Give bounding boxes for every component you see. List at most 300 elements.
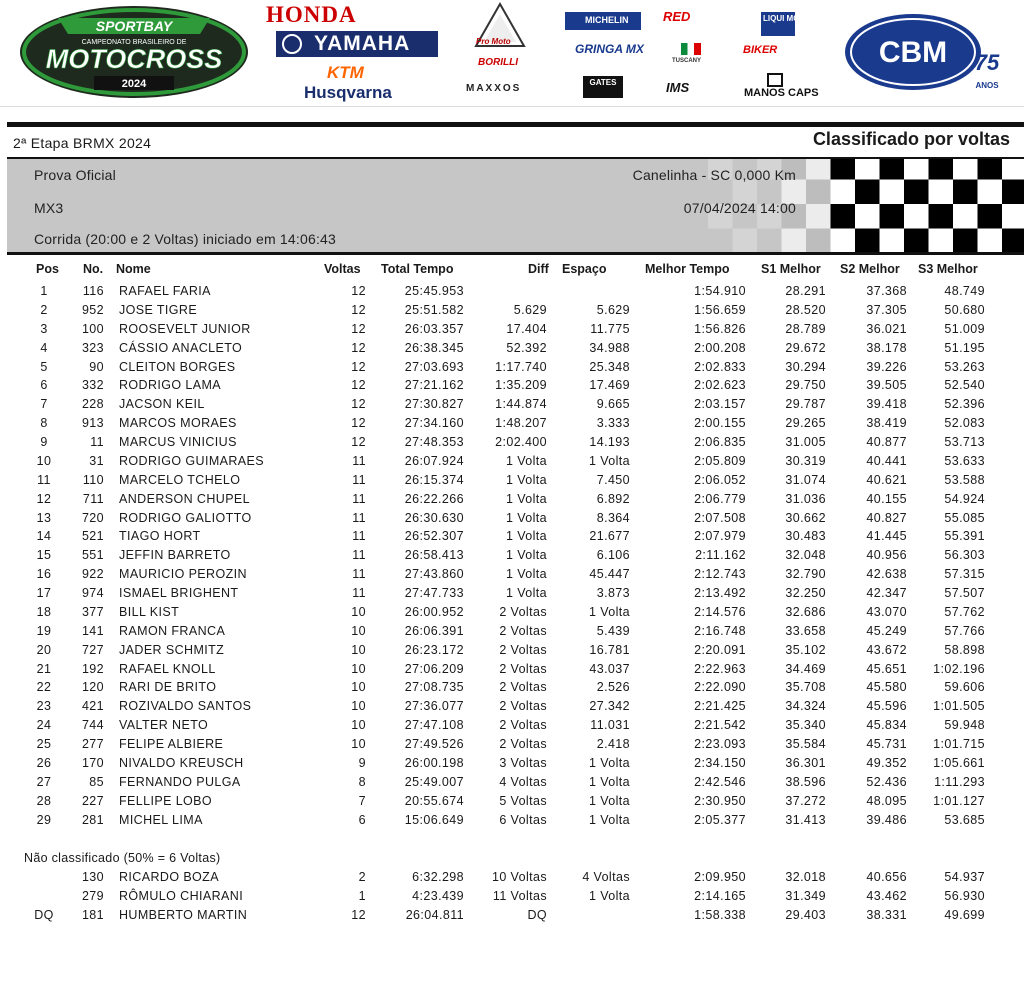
cell-total: 26:00.952 <box>404 604 464 619</box>
tuscany-logo: TUSCANY <box>672 58 702 64</box>
table-row <box>0 718 1024 737</box>
yamaha-text: YAMAHA <box>314 32 411 55</box>
ims-logo: IMS <box>666 80 690 95</box>
cell-total: 27:49.526 <box>404 737 464 752</box>
cell-s1: 32.790 <box>785 567 826 582</box>
red-logo: RED <box>663 9 691 24</box>
cell-laps: 10 <box>351 737 366 752</box>
cell-diff: 17.404 <box>506 321 547 336</box>
col-laps: Voltas <box>324 262 361 276</box>
cell-name: VALTER NETO <box>119 718 209 733</box>
cell-laps: 11 <box>352 567 366 582</box>
cell-total: 26:58.413 <box>404 548 464 563</box>
cell-s1: 33.658 <box>785 623 826 638</box>
col-s3-best: S3 Melhor <box>918 262 978 276</box>
cell-num: 421 <box>81 699 104 714</box>
table-row <box>0 794 1024 813</box>
cell-s2: 39.486 <box>866 812 907 827</box>
cell-num: 130 <box>81 870 104 884</box>
cell-diff: 5 Voltas <box>499 793 547 808</box>
cell-diff: 1:44.874 <box>495 397 547 412</box>
cell-num: 711 <box>82 491 104 506</box>
cell-name: CLEITON BORGES <box>119 359 236 374</box>
cell-s2: 36.021 <box>866 321 907 336</box>
cell-gap: 2.526 <box>596 680 630 695</box>
cell-name: TIAGO HORT <box>119 529 201 544</box>
cell-pos: 6 <box>40 378 48 393</box>
cbm-75-text: 75 <box>974 50 1000 75</box>
table-row <box>0 699 1024 718</box>
table-row <box>0 624 1024 643</box>
cell-s3: 56.930 <box>944 888 985 903</box>
cell-s2: 39.505 <box>866 378 907 393</box>
cell-num: 323 <box>81 340 104 355</box>
cell-pos: 4 <box>40 340 48 355</box>
cell-s2: 40.656 <box>866 870 907 884</box>
cell-total: 26:22.266 <box>404 491 464 506</box>
cell-s1: 31.074 <box>785 472 826 487</box>
logo-top-text: SPORTBAY <box>95 18 173 34</box>
cell-laps: 11 <box>352 586 366 601</box>
cell-s3: 54.937 <box>944 870 985 884</box>
cell-num: 11 <box>90 435 104 450</box>
cell-s1: 35.340 <box>785 718 826 733</box>
cell-total: 20:55.674 <box>404 793 464 808</box>
cell-pos: 18 <box>36 604 52 619</box>
cell-s3: 1:01.127 <box>933 793 985 808</box>
cell-diff: 5.629 <box>513 302 547 317</box>
cell-best: 2:00.155 <box>694 416 746 431</box>
table-row <box>0 870 1024 889</box>
cell-name: MARCELO TCHELO <box>119 472 241 487</box>
table-row <box>0 586 1024 605</box>
table-row <box>0 605 1024 624</box>
cell-name: HUMBERTO MARTIN <box>119 907 248 922</box>
cell-total: 26:06.391 <box>404 623 464 638</box>
cell-s3: 52.540 <box>944 378 985 393</box>
cell-num: 744 <box>81 718 104 733</box>
cell-s2: 40.155 <box>866 491 907 506</box>
cell-s3: 50.680 <box>944 302 985 317</box>
cell-gap: 8.364 <box>596 510 630 525</box>
cell-laps: 10 <box>351 699 366 714</box>
table-row <box>0 813 1024 832</box>
cell-s3: 53.588 <box>944 472 985 487</box>
cell-s1: 30.483 <box>785 529 826 544</box>
cell-name: ANDERSON CHUPEL <box>119 491 251 506</box>
cell-pos: 26 <box>36 756 52 770</box>
cell-best: 2:12.743 <box>694 567 746 582</box>
cell-laps: 12 <box>351 284 366 298</box>
cell-pos: 11 <box>37 472 51 487</box>
cell-num: 521 <box>81 529 104 544</box>
cell-s1: 29.787 <box>785 397 826 412</box>
cell-s2: 45.249 <box>866 623 907 638</box>
cell-best: 2:23.093 <box>694 737 746 752</box>
cell-gap: 1 Volta <box>588 888 630 903</box>
table-row <box>0 360 1024 379</box>
cell-best: 2:21.542 <box>694 718 746 733</box>
cell-s2: 38.419 <box>866 416 907 431</box>
cell-s2: 52.436 <box>866 774 907 789</box>
cell-total: 27:34.160 <box>404 416 464 431</box>
cell-total: 27:21.162 <box>404 378 464 393</box>
cell-num: 192 <box>81 661 104 676</box>
race-location: Canelinha - SC 0,000 Km <box>632 167 796 183</box>
cell-num: 281 <box>81 812 104 827</box>
cell-pos: 9 <box>40 435 48 450</box>
cell-pos: 29 <box>36 812 52 827</box>
cell-num: 974 <box>81 586 104 601</box>
cell-gap: 2.418 <box>596 737 630 752</box>
cell-total: 25:45.953 <box>404 284 464 298</box>
cell-s3: 51.009 <box>944 321 985 336</box>
cell-total: 26:15.374 <box>404 472 464 487</box>
cell-name: CÁSSIO ANACLETO <box>119 340 243 355</box>
cell-gap: 11.031 <box>590 718 630 733</box>
cell-name: FERNANDO PULGA <box>119 774 241 789</box>
cell-total: 27:06.209 <box>404 661 464 676</box>
cell-diff: 1 Volta <box>505 586 547 601</box>
cell-laps: 8 <box>358 774 366 789</box>
cell-best: 2:06.835 <box>694 435 746 450</box>
cell-gap: 6.106 <box>596 548 630 563</box>
cell-laps: 10 <box>351 642 366 657</box>
cell-laps: 7 <box>358 793 366 808</box>
cell-num: 110 <box>82 472 104 487</box>
race-info-box <box>7 159 1024 252</box>
cell-diff: 11 Voltas <box>492 888 547 903</box>
cell-total: 27:48.353 <box>404 435 464 450</box>
cell-s1: 34.324 <box>785 699 826 714</box>
cell-s2: 45.731 <box>866 737 907 752</box>
cell-total: 26:38.345 <box>404 340 464 355</box>
cell-num: 551 <box>81 548 104 563</box>
cell-name: FELIPE ALBIERE <box>119 737 224 752</box>
cell-s1: 32.250 <box>785 586 826 601</box>
cell-s2: 40.956 <box>866 548 907 563</box>
cell-laps: 2 <box>358 870 366 884</box>
cell-s2: 40.621 <box>866 472 907 487</box>
cell-num: 116 <box>82 284 104 298</box>
cell-num: 85 <box>89 774 104 789</box>
cell-gap: 1 Volta <box>588 793 630 808</box>
cell-num: 332 <box>81 378 104 393</box>
cell-best: 2:02.623 <box>694 378 746 393</box>
cell-s2: 42.347 <box>866 586 907 601</box>
cell-s1: 30.294 <box>785 359 826 374</box>
col-name: Nome <box>116 262 151 276</box>
cell-num: 277 <box>81 737 104 752</box>
cell-gap: 6.892 <box>596 491 630 506</box>
maxxos-logo: MAXXOS <box>466 83 522 94</box>
cell-num: 727 <box>81 642 104 657</box>
cell-name: MICHEL LIMA <box>119 812 203 827</box>
cell-total: 27:08.735 <box>404 680 464 695</box>
cell-gap: 14.193 <box>589 435 630 450</box>
cell-s1: 29.672 <box>785 340 826 355</box>
cell-gap: 16.781 <box>589 642 630 657</box>
cell-gap: 1 Volta <box>588 756 630 770</box>
cell-gap: 27.342 <box>589 699 630 714</box>
cell-diff: 2:02.400 <box>495 435 547 450</box>
table-row <box>0 416 1024 435</box>
cell-laps: 11 <box>352 491 366 506</box>
col-s1-best: S1 Melhor <box>761 262 821 276</box>
cell-total: 27:47.733 <box>404 586 464 601</box>
cell-laps: 12 <box>351 340 366 355</box>
cell-name: JACSON KEIL <box>119 397 205 412</box>
cell-s1: 29.265 <box>785 416 826 431</box>
cell-gap: 21.677 <box>589 529 630 544</box>
cell-num: 181 <box>81 907 104 922</box>
cell-laps: 6 <box>358 812 366 827</box>
cell-s1: 38.596 <box>785 774 826 789</box>
cell-s2: 38.331 <box>866 907 907 922</box>
col-s2-best: S2 Melhor <box>840 262 900 276</box>
cbm-logo <box>843 12 1003 92</box>
cell-diff: 1 Volta <box>505 510 547 525</box>
cell-s3: 57.762 <box>944 604 985 619</box>
cell-s3: 53.713 <box>944 435 985 450</box>
cell-num: 720 <box>81 510 104 525</box>
table-row <box>0 341 1024 360</box>
table-row <box>0 889 1024 908</box>
classification-title: Classificado por voltas <box>812 129 1010 149</box>
cell-best: 2:22.090 <box>694 680 746 695</box>
cell-pos: DQ <box>34 907 54 922</box>
cell-total: 26:03.357 <box>404 321 464 336</box>
table-row <box>0 284 1024 303</box>
gates-logo: GATES <box>583 76 623 98</box>
cell-num: 31 <box>89 453 104 468</box>
cell-s3: 53.263 <box>944 359 985 374</box>
gringa-logo: GRINGA MX <box>575 42 644 56</box>
cell-pos: 8 <box>40 416 48 431</box>
cell-pos: 23 <box>36 699 52 714</box>
cell-laps: 12 <box>351 378 366 393</box>
cell-diff: 1 Volta <box>505 491 547 506</box>
cell-s3: 1:01.505 <box>933 699 985 714</box>
cell-total: 26:23.172 <box>404 642 464 657</box>
race-datetime: 07/04/2024 14:00 <box>683 200 796 216</box>
table-row <box>0 303 1024 322</box>
cell-laps: 12 <box>351 321 366 336</box>
cell-s3: 1:01.715 <box>933 737 985 752</box>
cell-s3: 55.391 <box>944 529 985 544</box>
cell-name: RODRIGO LAMA <box>119 378 222 393</box>
cell-laps: 11 <box>352 510 366 525</box>
cell-best: 2:09.950 <box>694 870 746 884</box>
cell-laps: 10 <box>351 680 366 695</box>
borilli-logo: BORILLI <box>478 57 518 68</box>
cell-gap: 5.439 <box>596 623 630 638</box>
cell-name: ROZIVALDO SANTOS <box>119 699 252 714</box>
cell-s3: 56.303 <box>944 548 985 563</box>
michelin-logo: MICHELIN <box>565 12 641 30</box>
cell-diff: 10 Voltas <box>491 870 547 884</box>
cell-name: ROOSEVELT JUNIOR <box>119 321 251 336</box>
table-row <box>0 511 1024 530</box>
cell-best: 2:22.963 <box>694 661 746 676</box>
cell-gap: 1 Volta <box>588 774 630 789</box>
cell-s3: 49.699 <box>944 907 985 922</box>
manos-caps-logo: MANOS CAPS <box>744 87 819 99</box>
cell-total: 4:23.439 <box>412 888 464 903</box>
cell-num: 170 <box>81 756 104 770</box>
cell-s2: 45.596 <box>866 699 907 714</box>
cell-best: 2:30.950 <box>694 793 746 808</box>
cell-name: RÔMULO CHIARANI <box>119 888 244 903</box>
cell-best: 2:42.546 <box>694 774 746 789</box>
cell-best: 1:56.826 <box>694 321 746 336</box>
cell-s3: 1:02.196 <box>933 661 985 676</box>
cell-diff: 52.392 <box>506 340 547 355</box>
cell-s1: 37.272 <box>785 793 826 808</box>
cell-s2: 49.352 <box>866 756 907 770</box>
table-row <box>0 473 1024 492</box>
cell-name: FELLIPE LOBO <box>119 793 213 808</box>
cell-total: 26:04.811 <box>405 907 464 922</box>
col-best-time: Melhor Tempo <box>645 262 730 276</box>
cell-s2: 37.368 <box>866 284 907 298</box>
cell-gap: 25.348 <box>589 359 630 374</box>
ktm-logo: KTM <box>327 63 364 82</box>
cell-num: 228 <box>81 397 104 412</box>
cell-s2: 37.305 <box>866 302 907 317</box>
table-row <box>0 662 1024 681</box>
race-type: Prova Oficial <box>34 167 116 183</box>
cell-diff: 2 Voltas <box>499 661 547 676</box>
cell-num: 952 <box>81 302 104 317</box>
cell-best: 2:00.208 <box>694 340 746 355</box>
cell-s1: 30.319 <box>785 453 826 468</box>
cell-gap: 43.037 <box>589 661 630 676</box>
cell-s2: 43.672 <box>866 642 907 657</box>
cell-pos: 1 <box>40 284 48 298</box>
cell-gap: 9.665 <box>596 397 630 412</box>
table-row <box>0 378 1024 397</box>
italy-flag-icon <box>681 43 701 55</box>
cell-best: 2:34.150 <box>694 756 746 770</box>
cell-total: 25:51.582 <box>404 302 464 317</box>
cell-laps: 12 <box>351 907 366 922</box>
cell-name: RODRIGO GUIMARAES <box>119 453 265 468</box>
cell-laps: 12 <box>351 397 366 412</box>
cell-name: RAFAEL KNOLL <box>119 661 216 676</box>
motocross-championship-logo <box>18 4 250 100</box>
cell-pos: 3 <box>40 321 48 336</box>
not-classified-title: Não classificado (50% = 6 Voltas) <box>24 851 221 865</box>
cell-gap: 45.447 <box>589 567 630 582</box>
cell-best: 2:16.748 <box>694 623 746 638</box>
cell-s1: 34.469 <box>785 661 826 676</box>
cell-num: 227 <box>81 793 104 808</box>
cell-s3: 54.924 <box>944 491 985 506</box>
cell-total: 27:30.827 <box>404 397 464 412</box>
cell-gap: 11.775 <box>590 321 630 336</box>
cell-pos: 7 <box>40 397 48 412</box>
cell-pos: 28 <box>36 793 52 808</box>
table-row <box>0 435 1024 454</box>
cell-s3: 51.195 <box>944 340 985 355</box>
cell-diff: 2 Voltas <box>499 699 547 714</box>
cell-pos: 12 <box>36 491 52 506</box>
cell-diff: 3 Voltas <box>499 756 547 770</box>
cell-total: 25:49.007 <box>404 774 464 789</box>
cell-best: 2:02.833 <box>694 359 746 374</box>
cell-best: 2:06.779 <box>694 491 746 506</box>
sponsor-banner <box>0 0 1024 107</box>
cbm-anos-text: ANOS <box>975 81 999 90</box>
cell-s2: 40.877 <box>866 435 907 450</box>
cell-best: 2:13.492 <box>694 586 746 601</box>
cell-gap: 7.450 <box>596 472 630 487</box>
cell-laps: 12 <box>351 416 366 431</box>
cell-s1: 31.413 <box>785 812 826 827</box>
honda-logo: HONDA <box>266 2 357 27</box>
race-category: MX3 <box>34 200 64 216</box>
cell-pos: 22 <box>36 680 52 695</box>
cell-laps: 10 <box>351 718 366 733</box>
cell-diff: 4 Voltas <box>499 774 547 789</box>
cell-gap: 5.629 <box>596 302 630 317</box>
cell-s2: 45.834 <box>866 718 907 733</box>
husqvarna-logo: Husqvarna <box>304 83 392 102</box>
cell-pos: 16 <box>36 567 52 582</box>
cell-diff: 1:48.207 <box>495 416 547 431</box>
cell-pos: 25 <box>36 737 52 752</box>
cell-gap: 3.873 <box>596 586 630 601</box>
cell-s2: 48.095 <box>866 793 907 808</box>
results-table-header <box>0 262 1024 282</box>
cell-gap: 34.988 <box>589 340 630 355</box>
cell-num: 922 <box>81 567 104 582</box>
biker-logo: BIKER <box>743 44 778 56</box>
cell-total: 27:03.693 <box>404 359 464 374</box>
cell-best: 2:07.508 <box>694 510 746 525</box>
cell-best: 2:05.809 <box>694 453 746 468</box>
cell-s3: 1:05.661 <box>933 756 985 770</box>
cell-s3: 57.766 <box>944 623 985 638</box>
liqui-moly-logo: LIQUI MOLY <box>761 12 795 36</box>
cell-diff: 6 Voltas <box>499 812 547 827</box>
cell-total: 27:47.108 <box>404 718 464 733</box>
cell-pos: 27 <box>36 774 52 789</box>
table-row <box>0 737 1024 756</box>
cell-s3: 59.606 <box>944 680 985 695</box>
cell-diff: 1 Volta <box>505 529 547 544</box>
cell-gap: 1 Volta <box>588 604 630 619</box>
cell-s2: 41.445 <box>866 529 907 544</box>
cell-s3: 52.396 <box>944 397 985 412</box>
cell-pos: 21 <box>36 661 52 676</box>
cell-diff: 1:35.209 <box>495 378 547 393</box>
cell-gap: 1 Volta <box>588 812 630 827</box>
cell-name: MARCOS MORAES <box>119 416 237 431</box>
cell-diff: 1:17.740 <box>495 359 547 374</box>
cell-laps: 11 <box>352 548 366 563</box>
cell-best: 2:21.425 <box>694 699 746 714</box>
cell-total: 26:30.630 <box>404 510 464 525</box>
cell-name: ISMAEL BRIGHENT <box>119 586 239 601</box>
stage-title: 2ª Etapa BRMX 2024 <box>13 135 152 151</box>
cell-diff: 2 Voltas <box>499 623 547 638</box>
col-total-time: Total Tempo <box>381 262 454 276</box>
cell-s3: 53.685 <box>944 812 985 827</box>
cell-s1: 36.301 <box>785 756 826 770</box>
cell-s1: 28.789 <box>785 321 826 336</box>
